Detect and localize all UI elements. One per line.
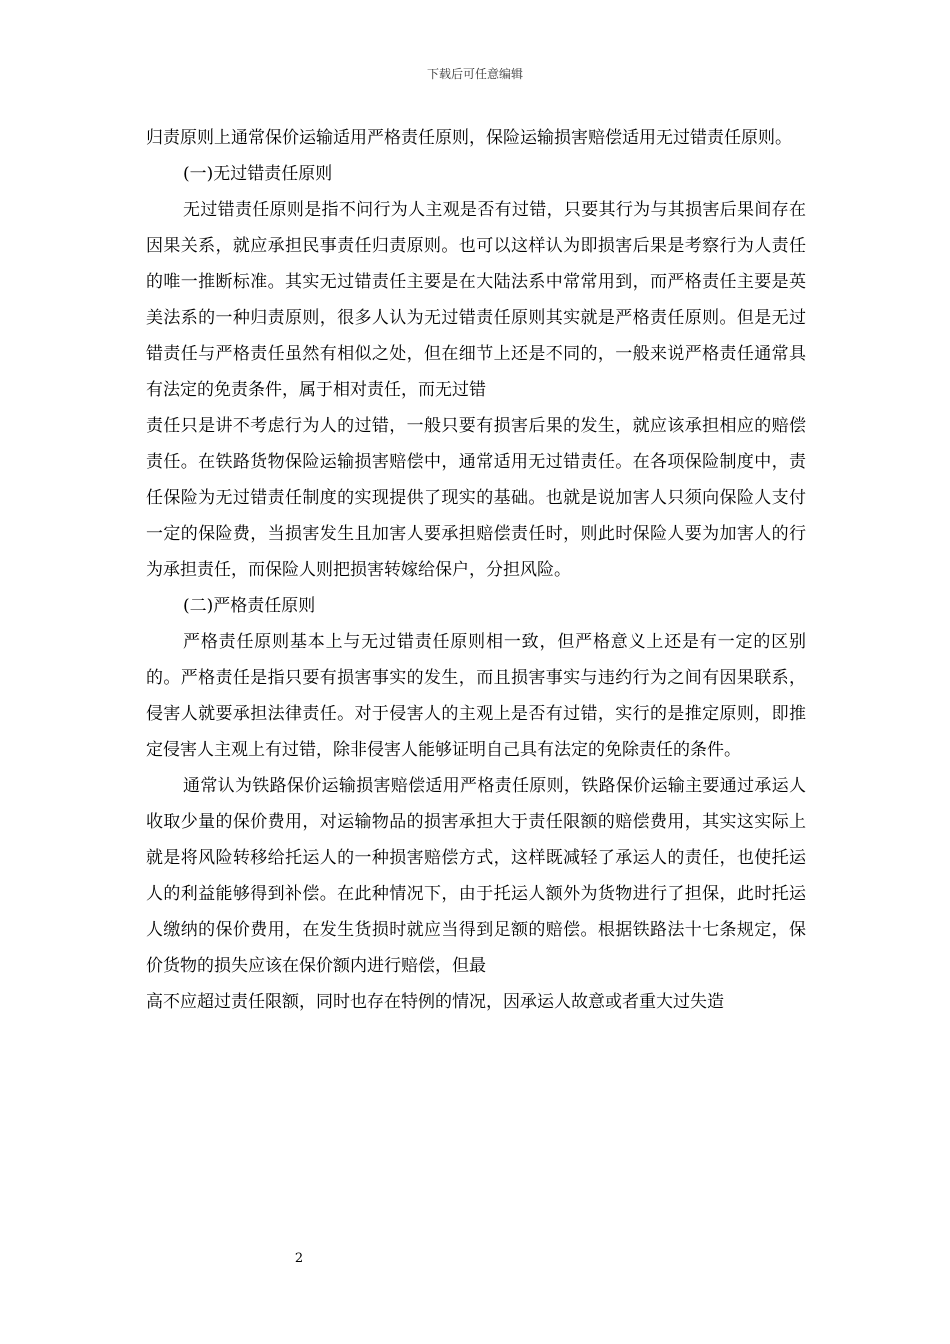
paragraph: 高不应超过责任限额，同时也存在特例的情况，因承运人故意或者重大过失造 — [146, 992, 724, 1012]
section-heading: (二)严格责任原则 — [183, 596, 316, 616]
paragraph: 严格责任原则基本上与无过错责任原则相一致，但严格意义上还是有一定的区别的。严格责任是指只要有损害事实的发生，而且损害事实与违约行为之间有因果联系，侵害人就要承担法律责任。对于侵害人的主观上是否有过错，实行的是推定原则，即推定侵害人主观上有过错，除非侵害人能够证明自己具有法定的免除责任的条件。 — [146, 632, 806, 760]
document-body — [146, 120, 806, 1020]
paragraph: 归责原则上通常保价运输适用严格责任原则，保险运输损害赔偿适用无过错责任原则。 — [146, 128, 792, 148]
paragraph: 通常认为铁路保价运输损害赔偿适用严格责任原则，铁路保价运输主要通过承运人收取少量的保价费用，对运输物品的损害承担大于责任限额的赔偿费用，其实这实际上就是将风险转移给托运人的一种损害赔偿方式，这样既减轻了承运人的责任，也使托运人的利益能够得到补偿。在此种情况下，由于托运人额外为货物进行了担保，此时托运人缴纳的保价费用，在发生货损时就应当得到足额的赔偿。根据铁路法十七条规定，保价货物的损失应该在保价额内进行赔偿，但最 — [146, 776, 806, 976]
paragraph: 无过错责任原则是指不问行为人主观是否有过错，只要其行为与其损害后果间存在因果关系，就应承担民事责任归责原则。也可以这样认为即损害后果是考察行为人责任的唯一推断标准。其实无过错责任主要是在大陆法系中常常用到，而严格责任主要是英美法系的一种归责原则，很多人认为无过错责任原则其实就是严格责任原则。但是无过错责任与严格责任虽然有相似之处，但在细节上还是不同的，一般来说严格责任通常具有法定的免责条件，属于相对责任，而无过错 — [146, 200, 806, 400]
paragraph: 责任只是讲不考虑行为人的过错，一般只要有损害后果的发生，就应该承担相应的赔偿责任。在铁路货物保险运输损害赔偿中，通常适用无过错责任。在各项保险制度中，责任保险为无过错责任制度的实现提供了现实的基础。也就是说加害人只须向保险人支付一定的保险费，当损害发生且加害人要承担赔偿责任时，则此时保险人要为加害人的行为承担责任，而保险人则把损害转嫁给保户，分担风险。 — [146, 416, 806, 580]
page-number: 2 — [294, 1251, 304, 1266]
page-header: 下载后可任意编辑 — [426, 67, 523, 81]
section-heading: (一)无过错责任原则 — [183, 164, 333, 184]
